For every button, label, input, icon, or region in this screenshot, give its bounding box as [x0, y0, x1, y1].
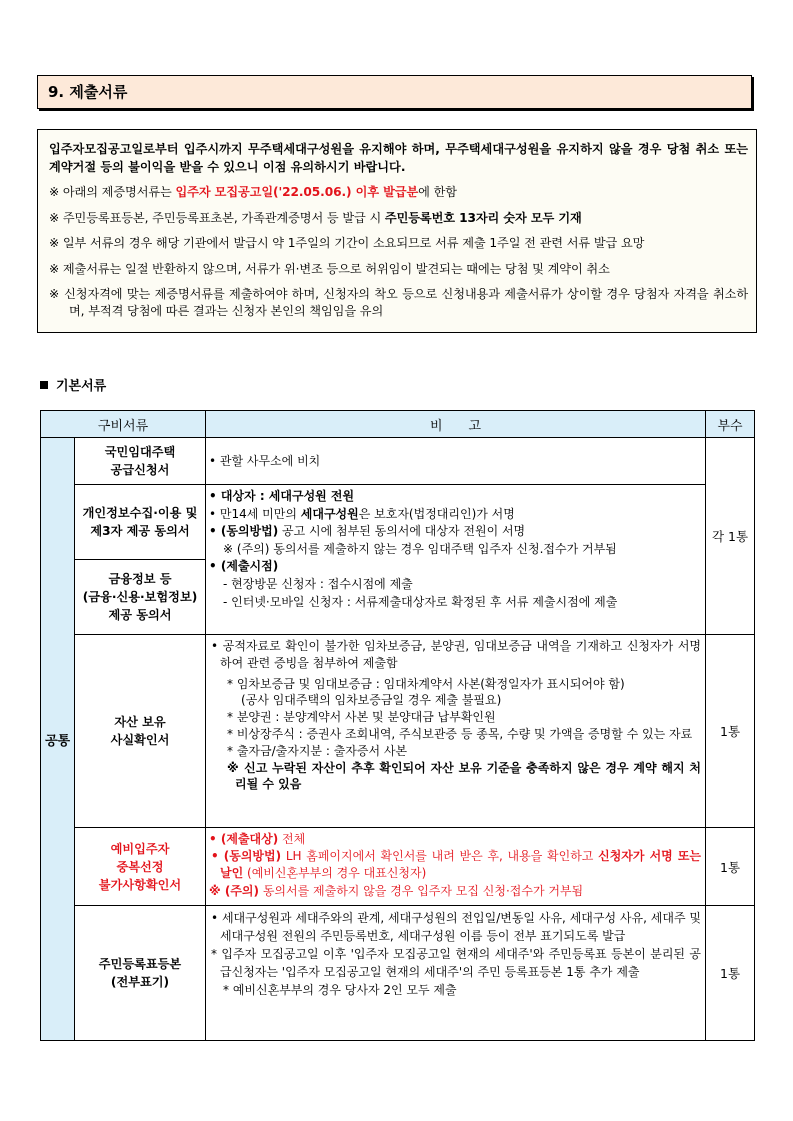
notice-lead: 입주자모집공고일로부터 입주시까지 무주택세대구성원을 유지해야 하며, 무주택세대구성원을 유지하지 않을 경우 당첨 취소 또는 계약거절 등의 불이익을 받을 수 있으니 이점 유의하시기 바랍니다.: [49, 142, 748, 174]
doc-name: 주민등록표등본 (전부표기): [75, 906, 206, 1041]
documents-table: [40, 410, 755, 1041]
notice-box: [37, 129, 757, 333]
notice-item: ※ 아래의 제증명서류는 입주자 모집공고일('22.05.06.) 이후 발급분에 한함: [49, 185, 457, 199]
category-cell: 공통: [41, 438, 75, 1041]
doc-name: 금융정보 등 (금융·신용·보험정보) 제공 동의서: [75, 560, 206, 635]
notice-item: ※ 제출서류는 일절 반환하지 않으며, 서류가 위·변조 등으로 허위임이 발견되는 때에는 당첨 및 계약이 취소: [49, 261, 610, 276]
doc-name: 국민임대주택 공급신청서: [75, 438, 206, 485]
doc-remark: • 대상자 : 세대구성원 전원 • 만14세 미만의 세대구성원은 보호자(법정대리인)가 서명 • (동의방법) 공고 시에 첨부된 동의서에 대상자 전원이 서명 ※ (주의) 동의서를 제출하지 않는 경우 임대주택 입주자 신청.접수가 거부됨 • (제출시점) - 현장방문 신청자 : 접수시점에 제출 - 인터넷·모바일 신청자 : 서류제출대상자로 확정된 후 서류 제출시점에 제출: [206, 485, 706, 635]
header-doc: 구비서류: [41, 411, 206, 438]
header-count: 부수: [706, 411, 755, 438]
doc-remark: • 관할 사무소에 비치: [206, 438, 706, 485]
table-header-row: [41, 411, 755, 438]
table-row: [41, 906, 755, 1041]
subsection-title: 기본서류: [40, 375, 106, 394]
doc-count: 1통: [706, 906, 755, 1041]
table-row: [41, 438, 755, 485]
doc-remark: • 공적자료로 확인이 불가한 임차보증금, 분양권, 임대보증금 내역을 기재하고 신청자가 서명하여 관련 증빙을 첨부하여 제출함 * 임차보증금 및 임대보증금 : 임대차계약서 사본(확정일자가 표시되어야 함) (공사 임대주택의 임차보증금일 경우 제출 불필요) * 분양권 : 분양계약서 사본 및 분양대금 납부확인원 * 비상장주식 : 증권사 조회내역, 주식보관증 등 종목, 수량 및 가액을 증명할 수 있는 자료 * 출자금/출자지분 : 출자증서 사본 ※ 신고 누락된 자산이 추후 확인되어 자산 보유 기준을 충족하지 않은 경우 계약 해지 처리될 수 있음: [206, 635, 706, 828]
doc-name: 자산 보유 사실확인서: [75, 635, 206, 828]
table-row: [41, 485, 755, 560]
doc-count: 각 1통: [706, 438, 755, 635]
doc-remark: • 세대구성원과 세대주와의 관계, 세대구성원의 전입일/변동일 사유, 세대구성 사유, 세대주 및 세대구성원 전원의 주민등록번호, 세대구성원 이름 등이 전부 표기되도록 발급 * 입주자 모집공고일 이후 '입주자 모집공고일 현재의 세대주'와 주민등록표 등본이 분리된 공급신청자는 '입주자 모집공고일 현재의 세대주'의 주민 등록표등본 1통 추가 제출 * 예비신혼부부의 경우 당사자 2인 모두 제출: [206, 906, 706, 1041]
doc-name: 예비입주자 중복선정 불가사항확인서: [75, 828, 206, 906]
doc-count: 1통: [706, 635, 755, 828]
notice-item: ※ 일부 서류의 경우 해당 기관에서 발급시 약 1주일의 기간이 소요되므로 서류 제출 1주일 전 관련 서류 발급 요망: [49, 236, 645, 251]
doc-name: 개인정보수집·이용 및 제3자 제공 동의서: [75, 485, 206, 560]
notice-item: ※ 신청자격에 맞는 제증명서류를 제출하여야 하며, 신청자의 착오 등으로 신청내용과 제출서류가 상이할 경우 당첨자 자격을 취소하며, 부적격 당첨에 따른 결과는 신청자 본인의 책임임을 유의: [49, 287, 748, 319]
header-remark: 비 고: [206, 411, 706, 438]
square-bullet-icon: [40, 381, 48, 389]
table-row: [41, 635, 755, 828]
table-row: [41, 828, 755, 906]
doc-remark: • (제출대상) 전체 • (동의방법) LH 홈페이지에서 확인서를 내려 받은 후, 내용을 확인하고 신청자가 서명 또는 날인 (예비신혼부부의 경우 대표신청자) ※ (주의) 동의서를 제출하지 않을 경우 입주자 모집 신청·접수가 거부됨: [206, 828, 706, 906]
section-title: 9. 제출서류: [37, 75, 752, 109]
notice-item: ※ 주민등록표등본, 주민등록표초본, 가족관계증명서 등 발급 시 주민등록번호 13자리 숫자 모두 기재: [49, 210, 582, 225]
doc-count: 1통: [706, 828, 755, 906]
